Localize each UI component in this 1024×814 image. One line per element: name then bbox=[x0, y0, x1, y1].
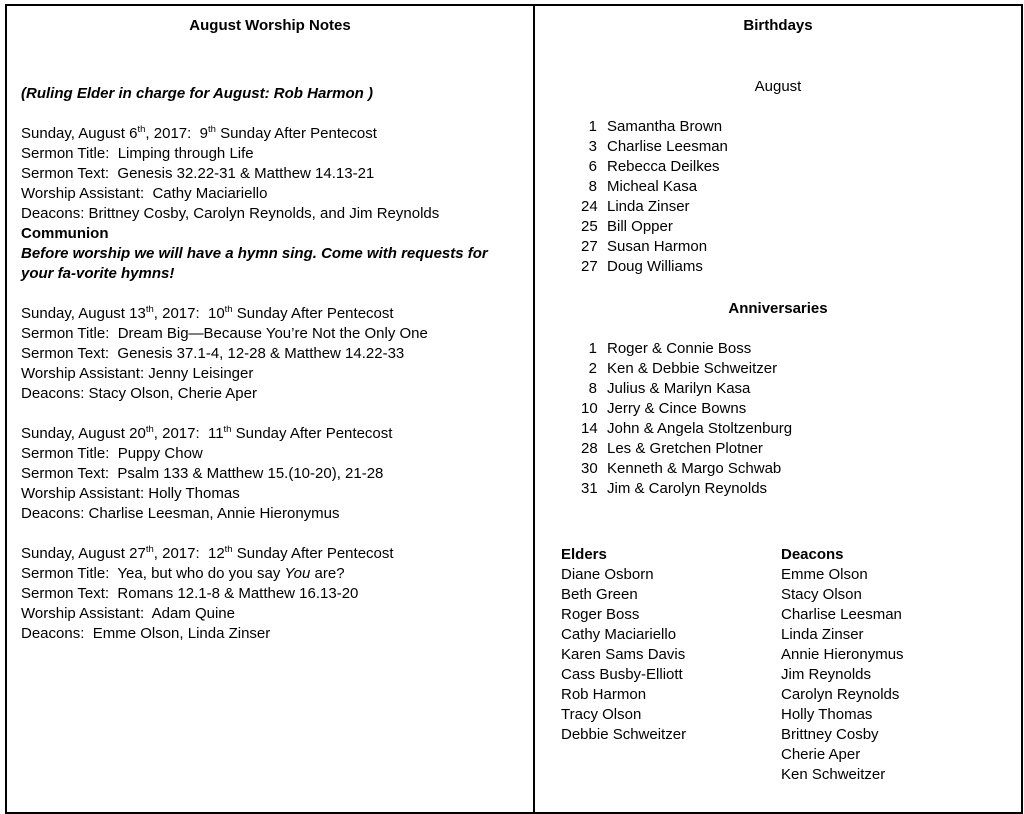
worship-notes-title: August Worship Notes bbox=[189, 17, 351, 34]
services bbox=[21, 124, 519, 644]
person-name: Roger & Connie Boss bbox=[607, 340, 752, 357]
day-number: 1 bbox=[588, 118, 597, 135]
birthday-row bbox=[581, 237, 1005, 257]
service-block bbox=[21, 304, 519, 404]
person-name: Diane Osborn bbox=[561, 566, 654, 583]
service-detail-line: Before worship we will have a hymn sing. Come with requests for your fa-vorite hymns! bbox=[21, 245, 492, 282]
person-name: Rebecca Deilkes bbox=[607, 158, 720, 175]
officers-section bbox=[561, 545, 1005, 785]
anniversary-row bbox=[581, 379, 1005, 399]
person-name: Jim Reynolds bbox=[781, 666, 872, 683]
day-number: 27 bbox=[581, 258, 598, 275]
text-segment: , 2017: 9 bbox=[145, 125, 208, 142]
day-number: 30 bbox=[581, 460, 598, 477]
deacons-column bbox=[781, 545, 904, 785]
service-detail-line: Worship Assistant: Adam Quine bbox=[21, 605, 235, 622]
person-name: Kenneth & Margo Schwab bbox=[607, 460, 782, 477]
person-name: Debbie Schweitzer bbox=[561, 726, 687, 743]
service-detail-line: Deacons: Charlise Leesman, Annie Hieronymus bbox=[21, 505, 340, 522]
day-number: 28 bbox=[581, 440, 598, 457]
day-number: 31 bbox=[581, 480, 598, 497]
deacons-list bbox=[781, 565, 904, 785]
person-name: Ken & Debbie Schweitzer bbox=[607, 360, 778, 377]
person-name: Emme Olson bbox=[781, 566, 868, 583]
service-detail-line: Sermon Title: Dream Big—Because You’re Not the Only One bbox=[21, 325, 428, 342]
day-number: 8 bbox=[588, 178, 597, 195]
service-date-heading bbox=[21, 304, 519, 324]
birthday-row bbox=[581, 257, 1005, 277]
text-segment: Sunday After Pentecost bbox=[232, 305, 394, 322]
day-number: 14 bbox=[581, 420, 598, 437]
text-segment: , 2017: 11 bbox=[153, 425, 224, 442]
ordinal-suffix: th bbox=[224, 544, 233, 555]
month-heading: August bbox=[754, 78, 802, 95]
anniversary-row bbox=[581, 399, 1005, 419]
person-name: Linda Zinser bbox=[781, 626, 864, 643]
day-number: 1 bbox=[588, 340, 597, 357]
person-name: Susan Harmon bbox=[607, 238, 708, 255]
person-name: Roger Boss bbox=[561, 606, 640, 623]
person-name: Micheal Kasa bbox=[607, 178, 698, 195]
anniversary-row bbox=[581, 479, 1005, 499]
service-date-heading bbox=[21, 124, 519, 144]
service-detail-line: Worship Assistant: Cathy Maciariello bbox=[21, 185, 268, 202]
person-name: Tracy Olson bbox=[561, 706, 642, 723]
person-name: Jerry & Cince Bowns bbox=[607, 400, 747, 417]
anniversaries-heading: Anniversaries bbox=[728, 300, 828, 317]
person-name: Brittney Cosby bbox=[781, 726, 879, 743]
anniversary-row bbox=[581, 459, 1005, 479]
service-detail-line: Deacons: Stacy Olson, Cherie Aper bbox=[21, 385, 257, 402]
text-segment: Sunday, August 20 bbox=[21, 425, 146, 442]
person-name: Cass Busby-Elliott bbox=[561, 666, 683, 683]
service-block bbox=[21, 124, 519, 284]
person-name: Cherie Aper bbox=[781, 746, 861, 763]
ordinal-suffix: th bbox=[207, 124, 216, 135]
person-name: Annie Hieronymus bbox=[781, 646, 904, 663]
day-number: 3 bbox=[588, 138, 597, 155]
text-segment: Sunday After Pentecost bbox=[232, 545, 394, 562]
birthday-row bbox=[581, 137, 1005, 157]
person-name: Karen Sams Davis bbox=[561, 646, 686, 663]
service-detail-line: Worship Assistant: Jenny Leisinger bbox=[21, 365, 254, 382]
worship-notes-pane bbox=[7, 6, 535, 812]
ordinal-suffix: th bbox=[145, 544, 154, 555]
person-name: Ken Schweitzer bbox=[781, 766, 886, 783]
anniversary-row bbox=[581, 439, 1005, 459]
elders-heading: Elders bbox=[561, 546, 607, 563]
day-number: 25 bbox=[581, 218, 598, 235]
day-number: 6 bbox=[588, 158, 597, 175]
person-name: Bill Opper bbox=[607, 218, 673, 235]
person-name: John & Angela Stoltzenburg bbox=[607, 420, 793, 437]
birthdays-pane bbox=[535, 6, 1021, 812]
anniversary-list bbox=[581, 339, 1005, 499]
service-detail-line: Sermon Title: Limping through Life bbox=[21, 145, 254, 162]
text-segment: Sunday, August 6 bbox=[21, 125, 138, 142]
service-detail-line: Deacons: Brittney Cosby, Carolyn Reynolds, and Jim Reynolds bbox=[21, 205, 440, 222]
service-date-heading bbox=[21, 424, 519, 444]
service-detail-line: Sermon Text: Romans 12.1-8 & Matthew 16.13-20 bbox=[21, 585, 359, 602]
person-name: Linda Zinser bbox=[607, 198, 690, 215]
birthday-row bbox=[581, 117, 1005, 137]
day-number: 24 bbox=[581, 198, 598, 215]
text-segment: , 2017: 12 bbox=[153, 545, 225, 562]
service-detail-line: Sermon Text: Genesis 37.1-4, 12-28 & Matthew 14.22-33 bbox=[21, 345, 405, 362]
deacons-heading: Deacons bbox=[781, 546, 844, 563]
day-number: 10 bbox=[581, 400, 598, 417]
service-detail-line: Sermon Text: Genesis 32.22-31 & Matthew 14.13-21 bbox=[21, 165, 375, 182]
birthdays-title: Birthdays bbox=[743, 17, 813, 34]
birthday-row bbox=[581, 157, 1005, 177]
day-number: 8 bbox=[588, 380, 597, 397]
person-name: Rob Harmon bbox=[561, 686, 647, 703]
birthday-row bbox=[581, 217, 1005, 237]
ruling-elder-note: (Ruling Elder in charge for August: Rob Harmon ) bbox=[21, 85, 373, 102]
day-number: 2 bbox=[588, 360, 597, 377]
ordinal-suffix: th bbox=[223, 424, 232, 435]
elders-list bbox=[561, 565, 781, 745]
person-name: Charlise Leesman bbox=[781, 606, 902, 623]
person-name: Julius & Marilyn Kasa bbox=[607, 380, 751, 397]
text-segment: You bbox=[284, 565, 311, 582]
person-name: Doug Williams bbox=[607, 258, 703, 275]
text-segment: Sunday, August 13 bbox=[21, 305, 146, 322]
person-name: Holly Thomas bbox=[781, 706, 873, 723]
text-segment: are? bbox=[310, 565, 345, 582]
person-name: Carolyn Reynolds bbox=[781, 686, 900, 703]
service-detail-line bbox=[21, 564, 519, 584]
person-name: Stacy Olson bbox=[781, 586, 862, 603]
ordinal-suffix: th bbox=[137, 124, 146, 135]
anniversary-row bbox=[581, 339, 1005, 359]
service-detail-line: Communion bbox=[21, 225, 109, 242]
person-name: Samantha Brown bbox=[607, 118, 723, 135]
service-block bbox=[21, 544, 519, 644]
text-segment: Sermon Title: Yea, but who do you say bbox=[21, 565, 285, 582]
ordinal-suffix: th bbox=[145, 424, 154, 435]
service-detail-line: Sermon Text: Psalm 133 & Matthew 15.(10-20), 21-28 bbox=[21, 465, 384, 482]
bulletin-page bbox=[5, 4, 1023, 814]
day-number: 27 bbox=[581, 238, 598, 255]
person-name: Cathy Maciariello bbox=[561, 626, 677, 643]
anniversary-row bbox=[581, 359, 1005, 379]
person-name: Charlise Leesman bbox=[607, 138, 728, 155]
birthday-list bbox=[581, 117, 1005, 277]
service-detail-line: Deacons: Emme Olson, Linda Zinser bbox=[21, 625, 271, 642]
anniversary-row bbox=[581, 419, 1005, 439]
elders-column bbox=[561, 545, 781, 785]
person-name: Jim & Carolyn Reynolds bbox=[607, 480, 768, 497]
text-segment: , 2017: 10 bbox=[153, 305, 225, 322]
person-name: Les & Gretchen Plotner bbox=[607, 440, 763, 457]
service-block bbox=[21, 424, 519, 524]
person-name: Beth Green bbox=[561, 586, 638, 603]
birthday-row bbox=[581, 197, 1005, 217]
service-date-heading bbox=[21, 544, 519, 564]
text-segment: Sunday, August 27 bbox=[21, 545, 146, 562]
service-detail-line: Worship Assistant: Holly Thomas bbox=[21, 485, 240, 502]
birthday-row bbox=[581, 177, 1005, 197]
text-segment: Sunday After Pentecost bbox=[215, 125, 377, 142]
service-detail-line: Sermon Title: Puppy Chow bbox=[21, 445, 203, 462]
ordinal-suffix: th bbox=[145, 304, 154, 315]
text-segment: Sunday After Pentecost bbox=[231, 425, 393, 442]
ordinal-suffix: th bbox=[224, 304, 233, 315]
